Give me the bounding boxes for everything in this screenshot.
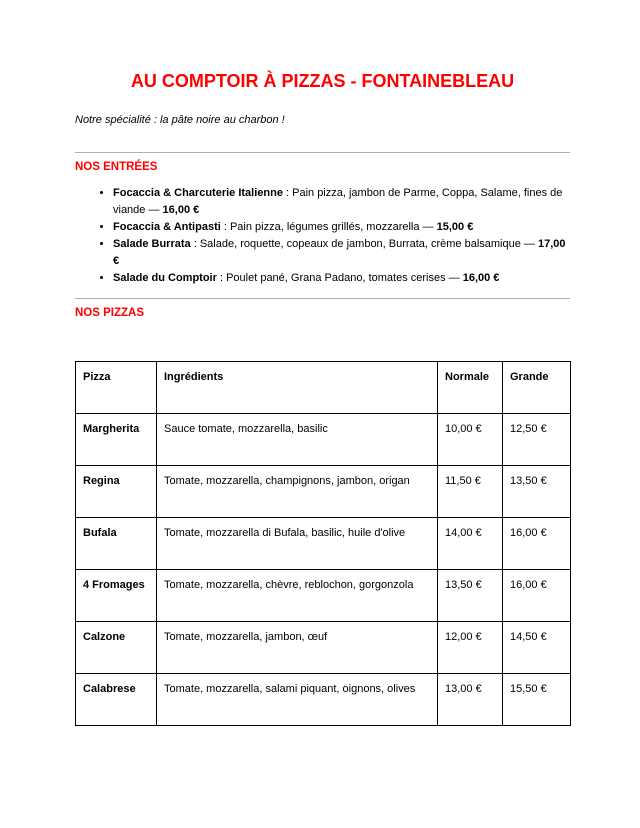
table-row — [76, 570, 571, 622]
pizza-price-grande-cell: 15,50 € — [503, 674, 571, 726]
pizza-name-cell: Calzone — [76, 622, 157, 674]
pizza-price-normale-cell: 11,50 € — [438, 466, 503, 518]
pizza-ingredients-cell: Tomate, mozzarella, champignons, jambon, origan — [157, 466, 438, 518]
page-subtitle: Notre spécialité : la pâte noire au charbon ! — [75, 114, 285, 126]
pizza-ingredients-cell: Tomate, mozzarella, chèvre, reblochon, gorgonzola — [157, 570, 438, 622]
list-item — [113, 270, 570, 287]
entree-price: 17,00 € — [113, 238, 566, 267]
entree-name: Salade Burrata — [113, 238, 191, 250]
table-row — [76, 622, 571, 674]
pizza-price-grande-cell: 12,50 € — [503, 414, 571, 466]
list-item — [113, 236, 570, 270]
horizontal-rule — [75, 298, 570, 299]
pizza-name-cell: Regina — [76, 466, 157, 518]
pizza-price-grande-cell: 13,50 € — [503, 466, 571, 518]
entree-description: : Salade, roquette, copeaux de jambon, Burrata, crème balsamique — — [190, 238, 538, 250]
section-heading-entrees: NOS ENTRÉES — [75, 161, 158, 173]
entree-price: 16,00 € — [162, 204, 200, 216]
pizza-price-grande-cell: 14,50 € — [503, 622, 571, 674]
entree-price: 16,00 € — [462, 272, 500, 284]
column-header-grande: Grande — [503, 362, 571, 414]
entree-description: : Pain pizza, jambon de Parme, Coppa, Salame, fines de viande — — [113, 187, 563, 216]
pizza-ingredients-cell: Tomate, mozzarella di Bufala, basilic, huile d'olive — [157, 518, 438, 570]
pizza-name-cell: 4 Fromages — [76, 570, 157, 622]
section-heading-pizzas: NOS PIZZAS — [75, 307, 145, 319]
pizza-price-normale-cell: 10,00 € — [438, 414, 503, 466]
entree-description: : Pain pizza, légumes grillés, mozzarella — — [220, 221, 437, 233]
table-header-row — [76, 362, 571, 414]
pizza-price-normale-cell: 14,00 € — [438, 518, 503, 570]
pizza-name-cell: Margherita — [76, 414, 157, 466]
pizza-price-normale-cell: 12,00 € — [438, 622, 503, 674]
list-item — [113, 219, 570, 236]
list-item — [113, 185, 570, 219]
pizza-ingredients-cell: Tomate, mozzarella, jambon, œuf — [157, 622, 438, 674]
entree-price: 15,00 € — [436, 221, 474, 233]
pizza-price-grande-cell: 16,00 € — [503, 518, 571, 570]
table-row — [76, 466, 571, 518]
column-header-ingredients: Ingrédients — [157, 362, 438, 414]
page-title: AU COMPTOIR À PIZZAS - FONTAINEBLEAU — [130, 71, 515, 91]
pizza-ingredients-cell: Tomate, mozzarella, salami piquant, oignons, olives — [157, 674, 438, 726]
pizza-name-cell: Bufala — [76, 518, 157, 570]
entree-name: Focaccia & Antipasti — [113, 221, 221, 233]
pizza-ingredients-cell: Sauce tomate, mozzarella, basilic — [157, 414, 438, 466]
entree-name: Focaccia & Charcuterie Italienne — [113, 187, 283, 199]
pizza-price-normale-cell: 13,50 € — [438, 570, 503, 622]
column-header-pizza: Pizza — [76, 362, 157, 414]
table-row — [76, 518, 571, 570]
table-row — [76, 414, 571, 466]
entree-description: : Poulet pané, Grana Padano, tomates cerises — — [216, 272, 463, 284]
table-row — [76, 674, 571, 726]
pizza-price-table — [75, 361, 571, 726]
column-header-normale: Normale — [438, 362, 503, 414]
entree-name: Salade du Comptoir — [113, 272, 217, 284]
pizza-price-grande-cell: 16,00 € — [503, 570, 571, 622]
pizza-price-normale-cell: 13,00 € — [438, 674, 503, 726]
entrees-list — [75, 185, 570, 287]
horizontal-rule — [75, 152, 570, 153]
pizza-name-cell: Calabrese — [76, 674, 157, 726]
